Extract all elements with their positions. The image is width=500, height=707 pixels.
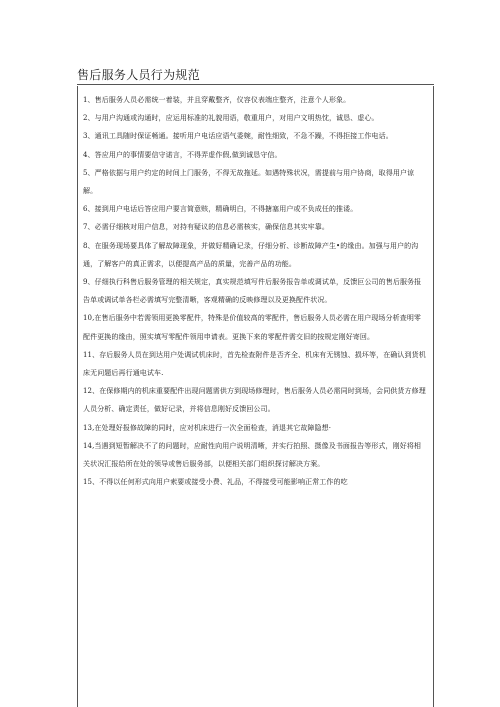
list-item: 12、在保修期内的机床重要配件出现问题需供方到现场修理时，售后服务人员必需同时到场，会同供货方修理人员分析、确定责任，做好记录，并将信息刚好反馈回公司。 [83,387,426,414]
list-item: 4、答应用户的事情要信守诺言，不得弄虚作假,做到诚恳守信。 [83,150,282,159]
title-divider [77,84,434,85]
list-item: 15、不得以任何形式向用户索要或接受小费、礼品，不得接受可能影响正常工作的吃 [83,478,348,487]
list-item: 9、仔细执行科售后服务管理的相关规定，真实规范填写件后服务报告单或调试单，反馈叵公司的售后服务报告单或调试单各栏必需填写完整清晰，客观精确的反映修理以及更换配件状况。 [83,278,422,305]
document-title: 售后服务人员行为规范 [77,68,201,82]
list-item: 7、必需仔细核对用户信息，对持有疑议的信息必需核实，确保信息其实牢靠。 [83,223,329,232]
list-item: 11、存后服务人员在到达用户处调试机床时，首先检查附件是否齐全、机床有无锈蚀、损坏等，在确认到货机床无问题后再行通电试车. [83,350,426,378]
list-item: 6、接到用户电话后答应用户要言简意赅，精确明白，不得搪塞用户或不负成任的推诿。 [83,205,358,214]
list-item: 10,在售后服务中若需领用更换零配件，特殊是价值较高的零配件，售后服务人员必需在用户现场分析查明零配件更换的缘由，照实填写零配件领用申请表。更换下来的零配件需交旧的按规定刚好寄回。 [83,314,422,341]
list-item: 13,在处理好报修故障的同时，应对机床进行一次全面检查，消退其它故障隐想· [83,423,332,432]
list-item: 5、严格依据与用户约定的时间上门服务，不得无故拖延。如遇特殊状况，需提前与用户协商，取得用户谅解。 [83,168,415,196]
list-item: 1、售后服务人员必需统一着装，并且穿戴整齐，仪容仪表端庄整齐，注意个人形象。 [83,96,351,104]
list-item: 3、通讯工具随时保证畅通。接听用户电话应语气委婉，耐性细致，不急不躁，不得拒接工作电话。 [83,132,393,141]
list-item: 2、与用户沟通或沟通时，应运用标准的礼貌用语，敬重用户，对用户文明热忱，诚恳、虚心。 [83,114,379,123]
list-item: 14,当遇到短暂解决不了的问题时，应耐性向用户说明清晰，并实行拍照、摄像及书面报告等形式，刚好将相关状况汇报给所在处的领导或售后服务部，以便相关部门组织探讨解决方案。 [83,441,422,469]
list-item: 8、在服务现场要具体了解故障现象，并做好精确记录，仔细分析、诊断故障产生•的缘由。加强与用户的沟通，了解客户的真正需求，以便提高产品的质量，完善产品的功能。 [83,241,419,268]
content-table [77,86,434,707]
rules-list [78,86,433,491]
